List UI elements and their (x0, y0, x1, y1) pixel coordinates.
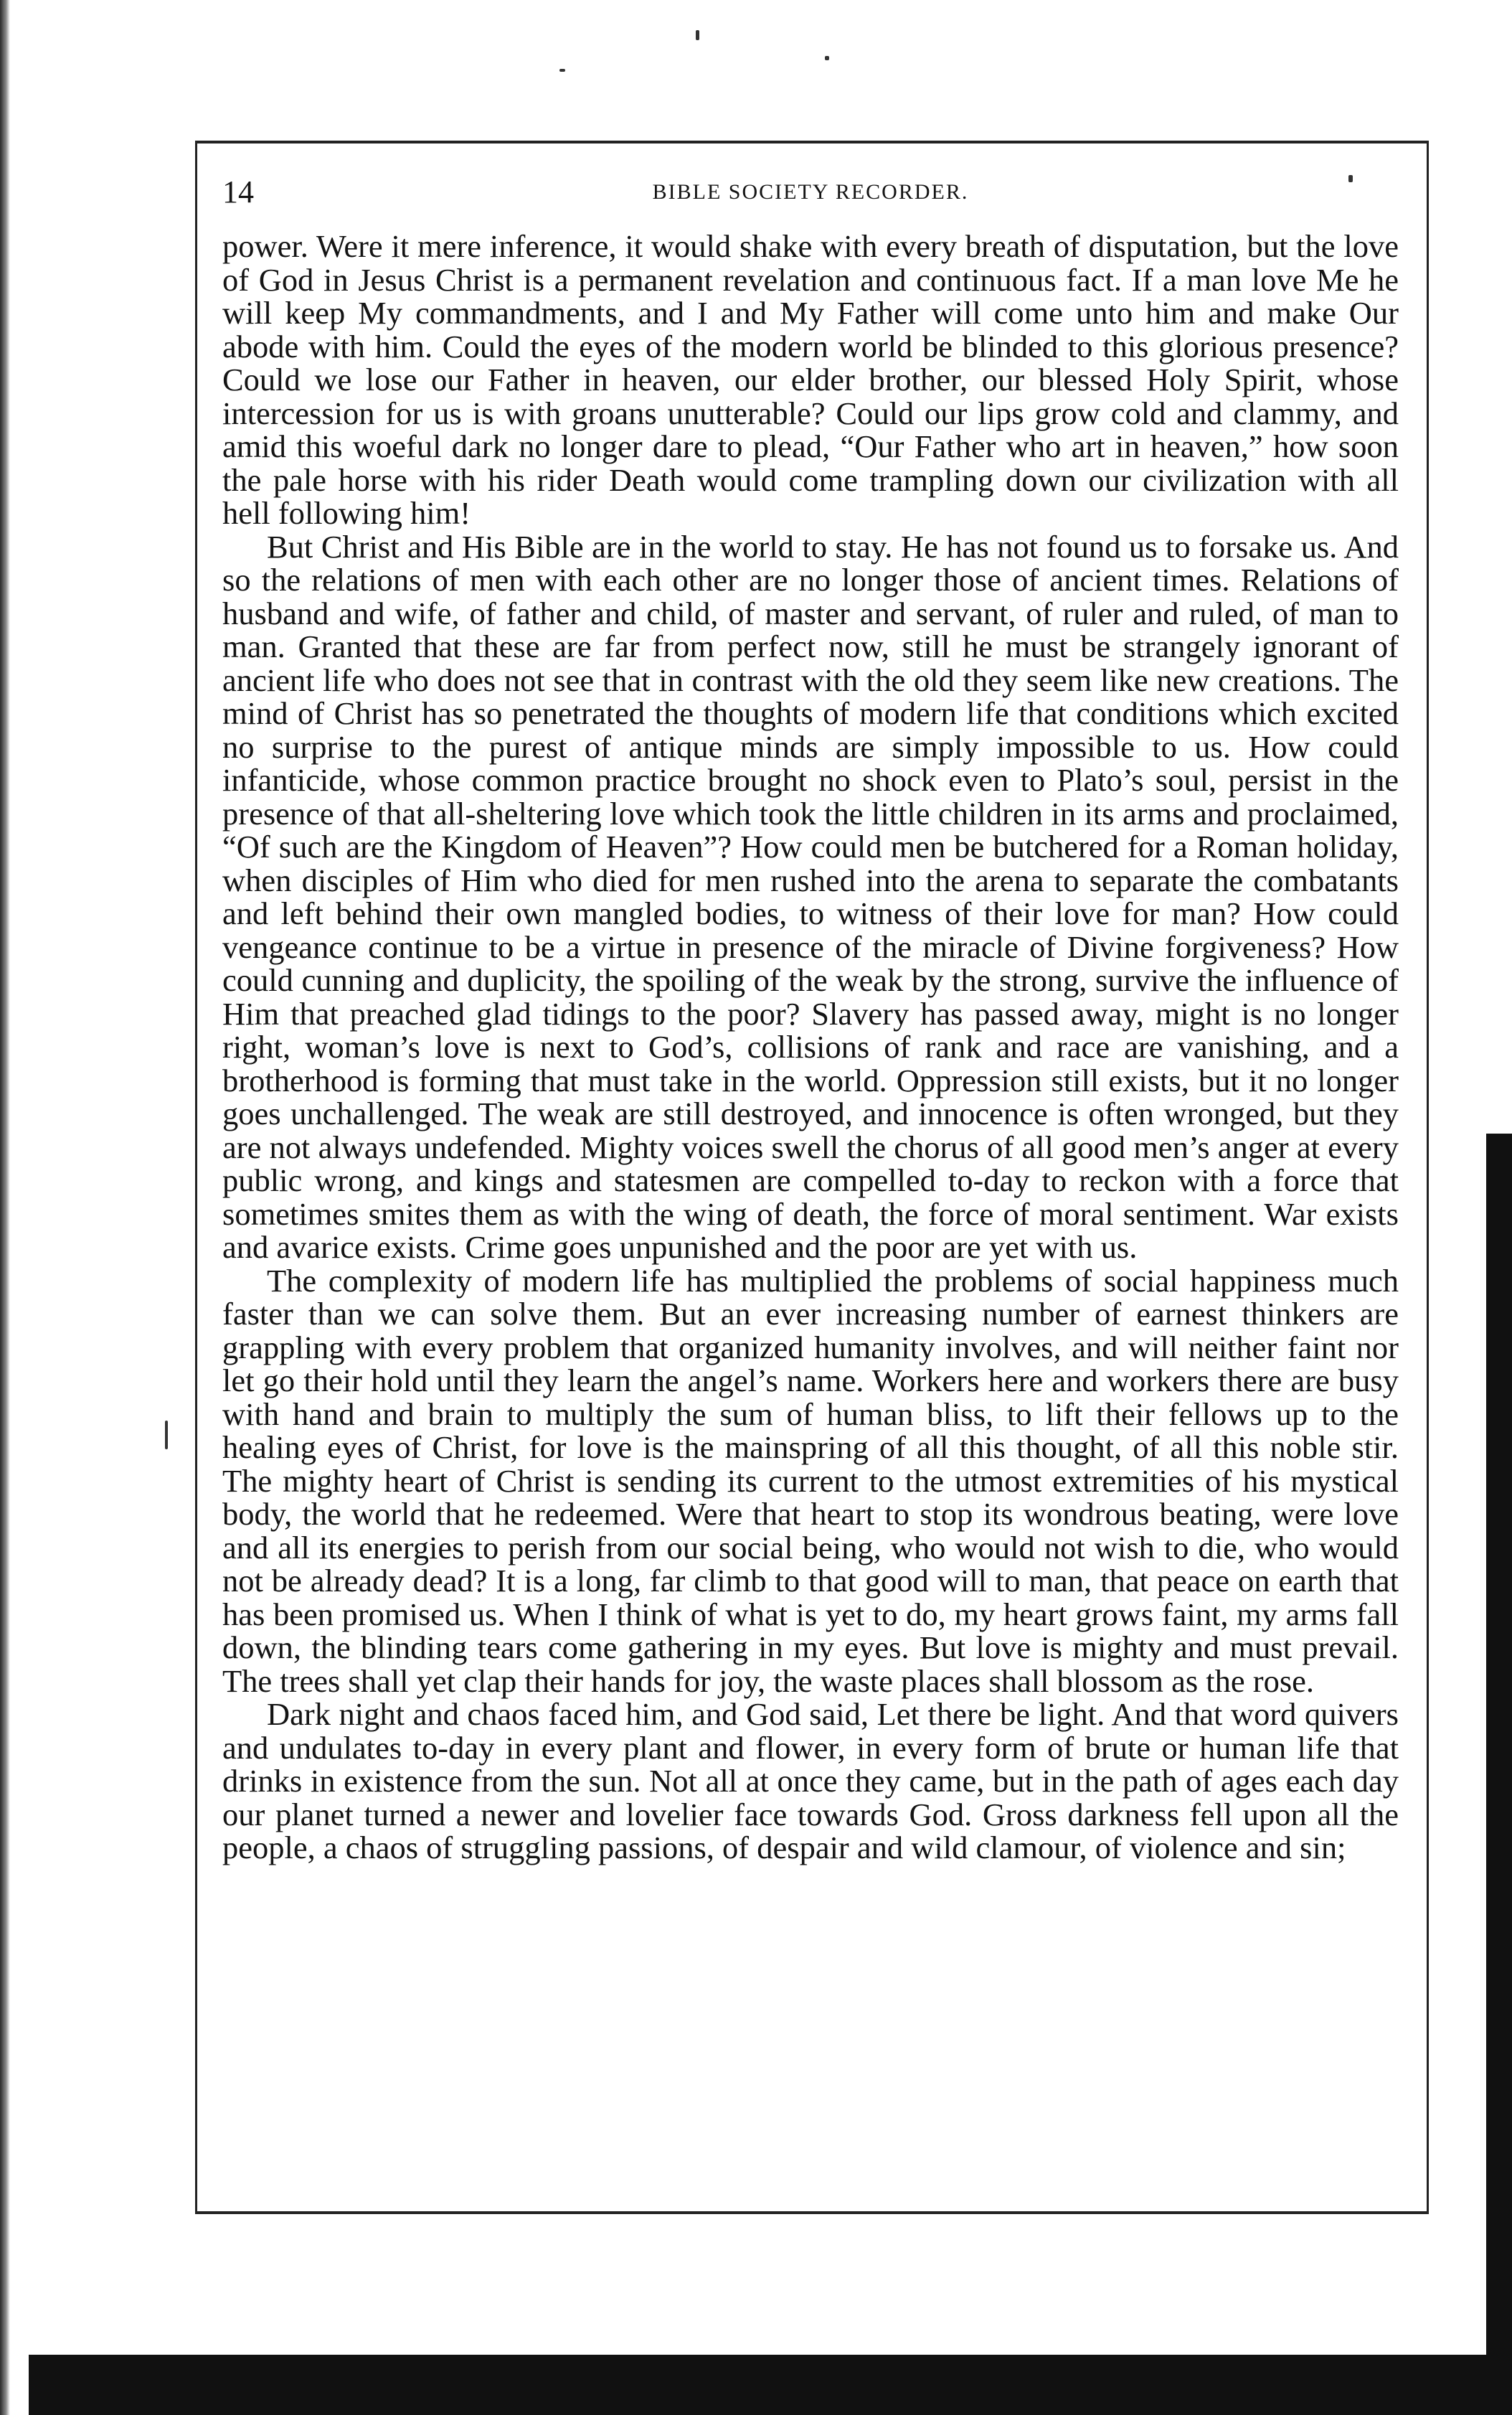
scan-speck (559, 69, 565, 72)
paragraph: The complexity of modern life has multiplied the problems of social happiness much faster than we can solve them. But an ever increasing number of earnest thinkers are grappling with every problem that organized humanity involves, and will neither faint nor let go their hold until they learn the angel’s name. Workers here and workers there are busy with hand and brain to multiply the sum of human bliss, to lift their fellows up to the healing eyes of Christ, for love is the mainspring of all this thought, of all this noble stir. The mighty heart of Christ is sending its current to the utmost extremities of his mystical body, the world that he redeemed. Were that heart to stop its wondrous beating, were love and all its energies to perish from our social being, who would not wish to die, who would not be already dead? It is a long, far climb to that good will to man, that peace on earth that has been promised us. When I think of what is yet to do, my heart grows faint, my arms fall down, the blinding tears come gathering in my eyes. But love is mighty and must prevail. The trees shall yet clap their hands for joy, the waste places shall blossom as the rose. (222, 1262, 1399, 1699)
article-body (222, 230, 1399, 2203)
journal-title: BIBLE SOCIETY RECORDER. (652, 180, 969, 204)
paragraph: Dark night and chaos faced him, and God said, Let there be light. And that word quivers and undulates to-day in every plant and flower, in every form of brute or human life that drinks in existence from the sun. Not all at once they came, but in the path of ages each day our planet turned a newer and lovelier face towards God. Gross darkness fell upon all the people, a chaos of struggling passions, of despair and wild clamour, of violence and sin; (222, 1696, 1399, 1865)
scan-speck (696, 30, 699, 40)
running-head (222, 171, 1399, 214)
scan-right-edge (1486, 1134, 1512, 2415)
page-number: 14 (222, 174, 254, 210)
scan-bottom-band (29, 2355, 1492, 2415)
scan-speck (825, 56, 829, 60)
scan-speck (165, 1421, 168, 1449)
paragraph: But Christ and His Bible are in the world to stay. He has not found us to forsake us. And so the relations of men with each other are no longer those of ancient times. Relations of husband and wife, of father and child, of master and servant, of ruler and ruled, of man to man. Granted that these are far from perfect now, still he must be strangely ignorant of ancient life who does not see that in contrast with the old they seem like new creations. The mind of Christ has so penetrated the thoughts of modern life that conditions which excited no surprise to the purest of antique minds are simply impossible to us. How could infanticide, whose common practice brought no shock even to Plato’s soul, persist in the presence of that all-sheltering love which took the little children in its arms and proclaimed, “Of such are the Kingdom of Heaven”? How could men be butchered for a Roman holiday, when disciples of Him who died for men rushed into the arena to separate the combatants and left behind their own mangled bodies, to witness of their love for man? How could vengeance continue to be a virtue in presence of the miracle of Divine forgiveness? How could cunning and duplicity, the spoiling of the weak by the strong, survive the influence of Him that preached glad tidings to the poor? Slavery has passed away, might is no longer right, woman’s love is next to God’s, collisions of rank and race are vanishing, and a brotherhood is forming that must take in the world. Oppression still exists, but it no longer goes unchallenged. The weak are still destroyed, and innocence is often wronged, but they are not always undefended. Mighty voices swell the chorus of all good men’s anger at every public wrong, and kings and statesmen are compelled to-day to reckon with a force that sometimes smites them as with the wing of death, the force of moral sentiment. War exists and avarice exists. Crime goes unpunished and the poor are yet with us. (222, 528, 1399, 1265)
paragraph: power. Were it mere inference, it would shake with every breath of disputation, but the love of God in Jesus Christ is a permanent revelation and continuous fact. If a man love Me he will keep My commandments, and I and My Father will come unto him and make Our abode with him. Could the eyes of the modern world be blinded to this glorious presence? Could we lose our Father in heaven, our elder brother, our blessed Holy Spirit, whose intercession for us is with groans unutterable? Could our lips grow cold and clammy, and amid this woeful dark no longer dare to plead, “Our Father who art in heaven,” how soon the pale horse with his rider Death would come trampling down our civilization with all hell following him! (222, 228, 1399, 531)
scan-left-edge (0, 0, 10, 2415)
